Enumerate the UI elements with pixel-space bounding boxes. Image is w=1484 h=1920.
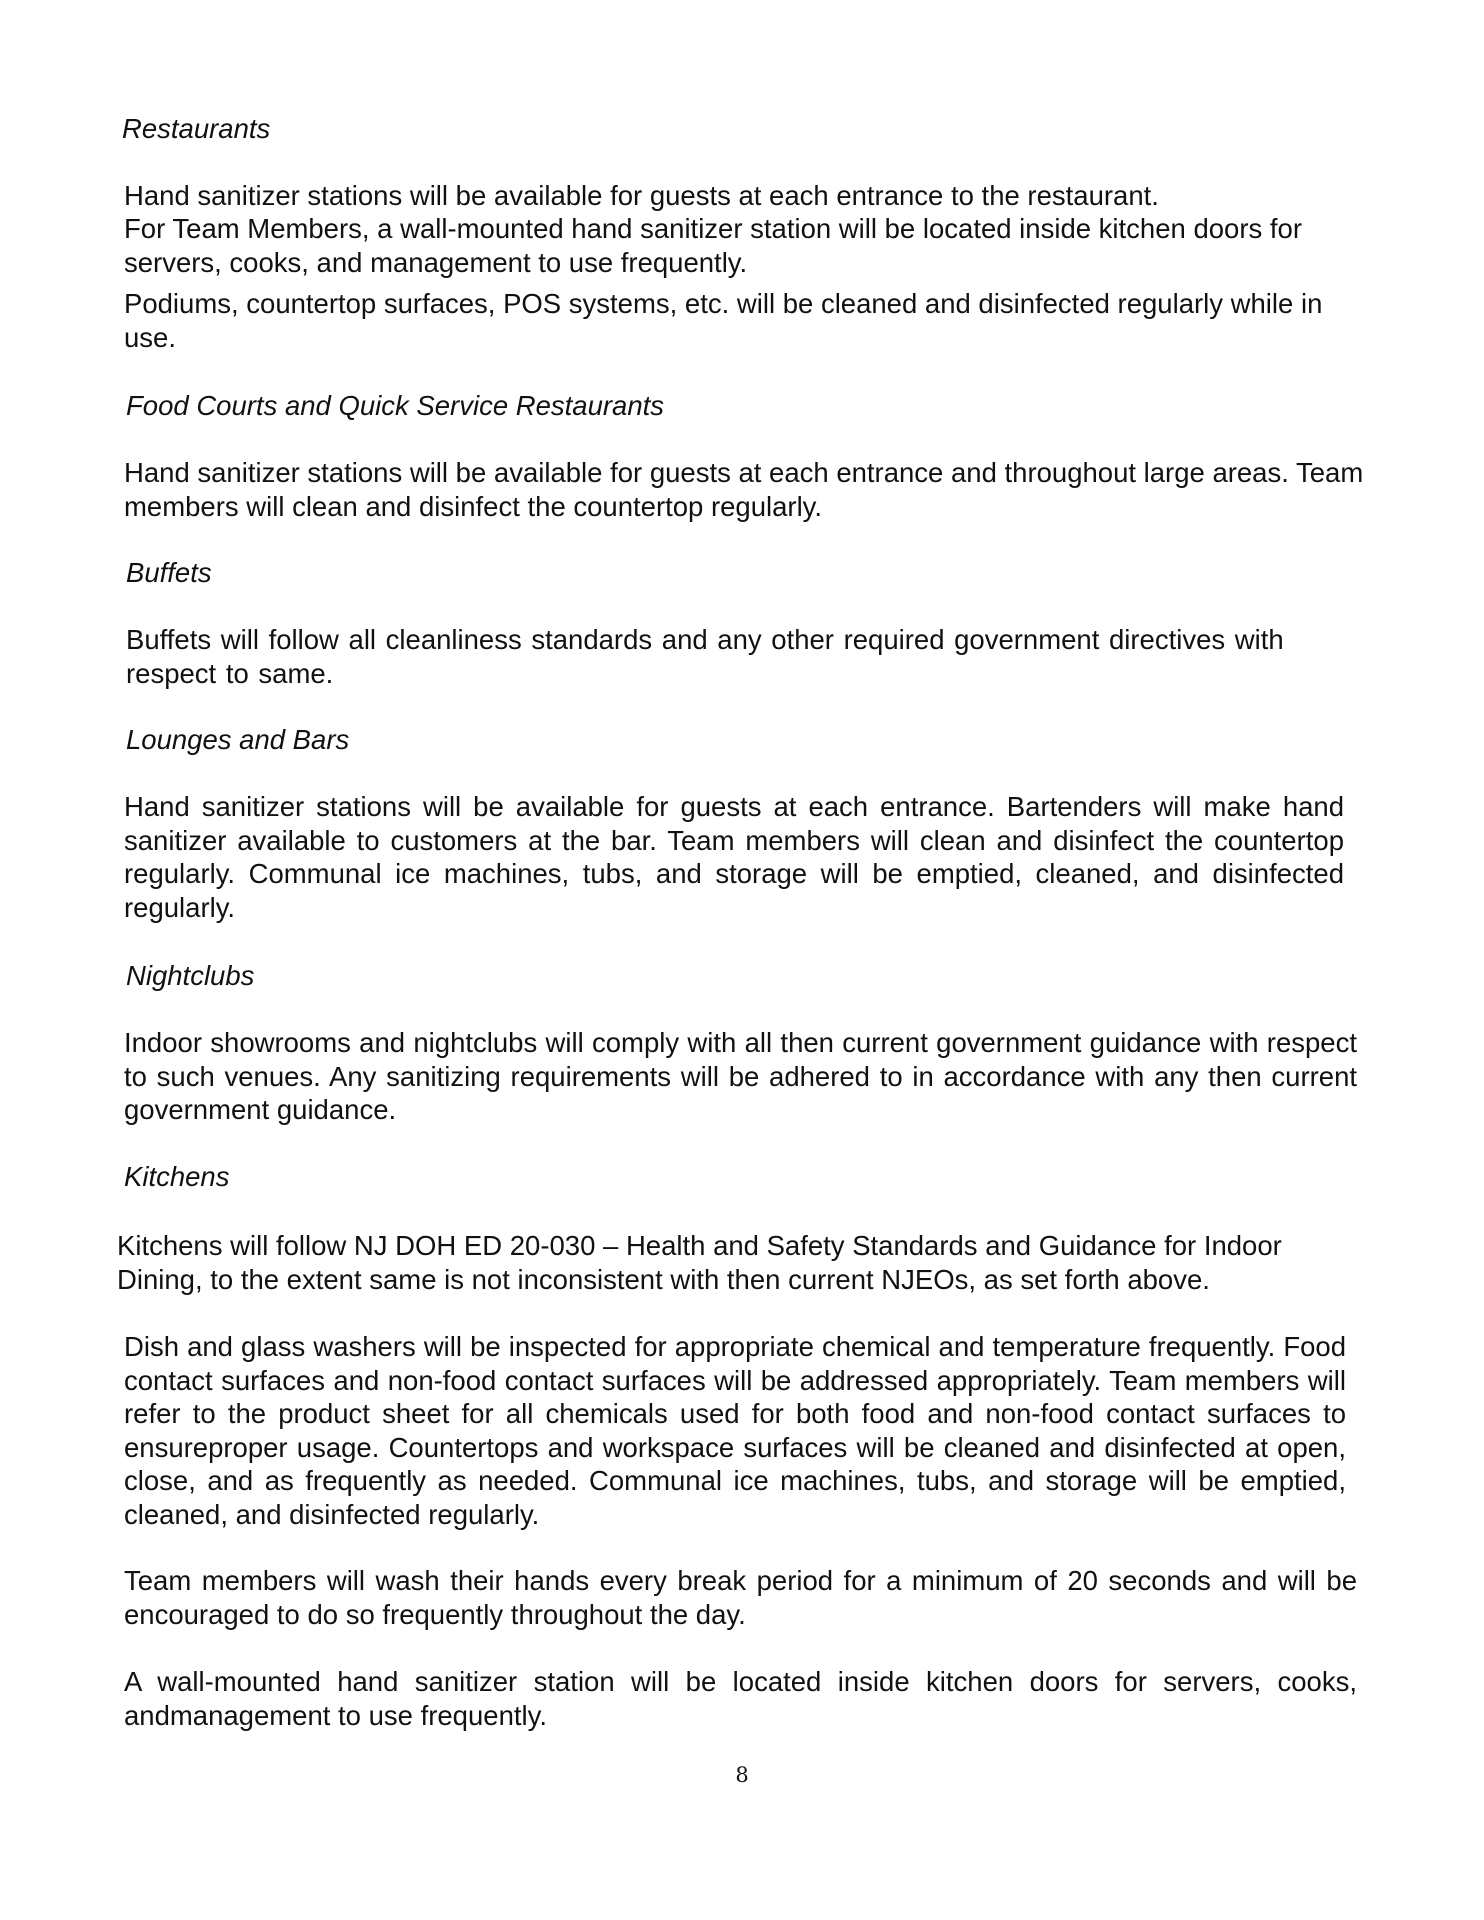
kitchens-paragraph-4: A wall-mounted hand sanitizer station will be located inside kitchen doors for servers, cooks, andmanagement to use frequently. [124,1666,1357,1731]
kitchens-paragraph-1: Kitchens will follow NJ DOH ED 20-030 – Health and Safety Standards and Guidance for Indoor Dining, to the extent same is not inconsistent with then current NJEOs, as set forth above. [117,1230,1282,1295]
heading-buffets: Buffets [126,557,212,588]
buffets-paragraph-1: Buffets will follow all cleanliness standards and any other required government directives with respect to same. [126,624,1284,689]
kitchens-paragraph-2: Dish and glass washers will be inspected for appropriate chemical and temperature frequently. Food contact surfaces and non-food contact surfaces will be addressed appropriately. Team members will refer to the product sheet for all chemicals used for both food and non-food contact surfaces to ensureproper usage. Countertops and workspace surfaces will be cleaned and disinfected at open, close, and as frequently as needed. Communal ice machines, tubs, and storage will be emptied, cleaned, and disinfected regularly. [124,1331,1346,1530]
heading-kitchens: Kitchens [124,1161,230,1192]
page-number: 8 [735,1763,749,1787]
food-courts-paragraph-1: Hand sanitizer stations will be available for guests at each entrance and throughout large areas. Team members will clean and disinfect the countertop regularly. [124,457,1364,522]
kitchens-paragraph-3: Team members will wash their hands every break period for a minimum of 20 seconds and will be encouraged to do so frequently throughout the day. [124,1565,1357,1630]
restaurants-paragraph-1: Hand sanitizer stations will be available for guests at each entrance to the restaurant. [124,180,1159,211]
heading-nightclubs: Nightclubs [126,960,255,991]
heading-restaurants: Restaurants [122,113,271,144]
heading-lounges-and-bars: Lounges and Bars [126,724,350,755]
restaurants-paragraph-2: For Team Members, a wall-mounted hand sanitizer station will be located inside kitchen doors for servers, cooks, and management to use frequently. [124,213,1302,278]
nightclubs-paragraph-1: Indoor showrooms and nightclubs will comply with all then current government guidance with respect to such venues. Any sanitizing requirements will be adhered to in accordance with any then current government guidance. [124,1027,1357,1125]
heading-food-courts: Food Courts and Quick Service Restaurants [126,390,665,421]
restaurants-paragraph-3: Podiums, countertop surfaces, POS systems, etc. will be cleaned and disinfected regularly while in use. [124,288,1323,353]
lounges-paragraph-1: Hand sanitizer stations will be available for guests at each entrance. Bartenders will make hand sanitizer available to customers at the bar. Team members will clean and disinfect the countertop regularly. Communal ice machines, tubs, and storage will be emptied, cleaned, and disinfected regularly. [124,791,1344,923]
